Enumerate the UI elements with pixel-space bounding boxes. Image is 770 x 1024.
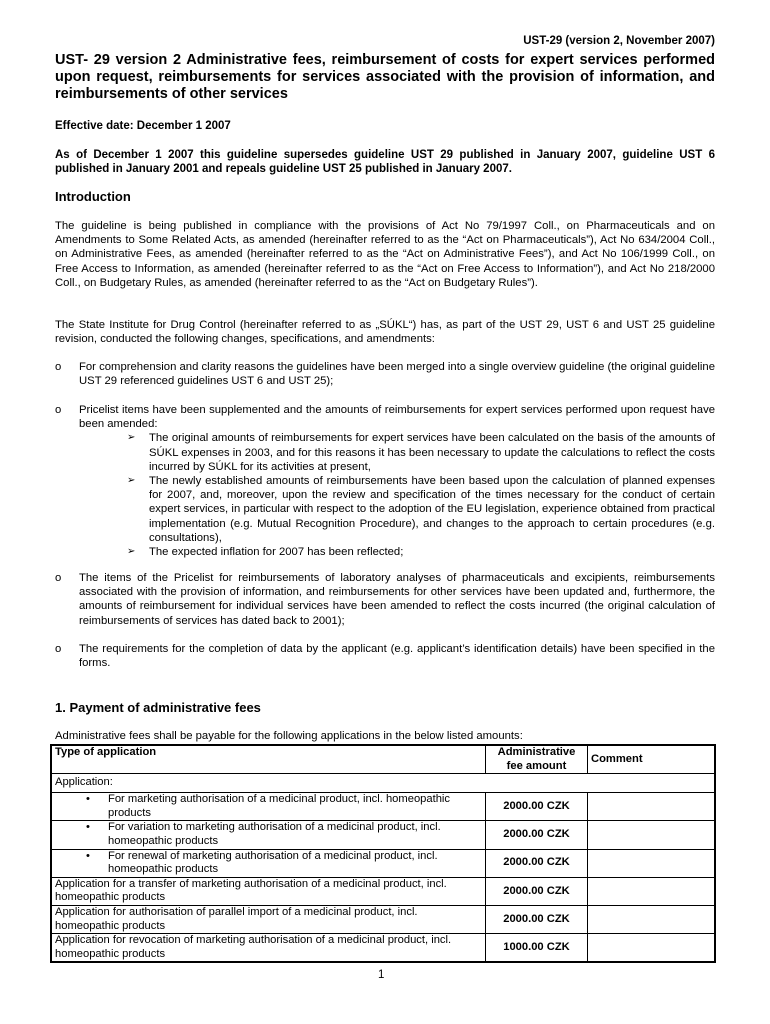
comment-cell [588, 793, 716, 821]
effective-date: Effective date: December 1 2007 [55, 120, 231, 132]
column-header-type: Type of application [51, 745, 486, 774]
bullet-marker: o [55, 361, 62, 373]
comment-cell [588, 849, 716, 877]
fee-amount-cell: 1000.00 CZK [486, 934, 588, 963]
introduction-heading: Introduction [55, 189, 131, 204]
bullet-marker: o [55, 643, 62, 655]
introduction-paragraph-1: The guideline is being published in compliance with the provisions of Act No 79/1997 Coll., on Pharmaceuticals and on Amendments to Some Related Acts, as amended (hereinafter referred to as the “Act on Pharmaceuticals”), Act No 634/2004 Coll., on Administrative Fees, as amended (hereinafter referred to as the “Act on Administrative Fees”), and Act No 106/1999 Coll., on Free Access to Information, as amended (hereinafter referred to as the “Act on Free Access to Information”), and Act No 218/2000 Coll., on Budgetary Rules, as amended (hereinafter referred to as the “Act on Budgetary Rules”). [55, 220, 715, 289]
group-label: Application: [51, 774, 715, 793]
list-item-text: For comprehension and clarity reasons the guidelines have been merged into a single overview guideline (the original guideline UST 29 referenced guidelines UST 6 and UST 25); [79, 361, 715, 388]
fee-amount-cell: 2000.00 CZK [486, 849, 588, 877]
fee-amount-cell: 2000.00 CZK [486, 821, 588, 849]
table-row [51, 793, 715, 821]
arrow-bullet-icon: ➢ [127, 475, 136, 487]
table-row [51, 905, 715, 933]
comment-cell [588, 934, 716, 963]
application-type-cell: Application for revocation of marketing authorisation of a medicinal product, incl. homeopathic products [51, 934, 486, 963]
list-item-text: The items of the Pricelist for reimbursements of laboratory analyses of pharmaceuticals and excipients, reimbursements associated with the provision of information, and reimbursements for other services have been updated and, furthermore, the amounts of reimbursement for individual services have been amended to reflect the costs incurred (the original calculation of reimbursements of services has dated back to 2001); [79, 572, 715, 627]
fee-amount-cell: 2000.00 CZK [486, 905, 588, 933]
bullet-marker: o [55, 404, 62, 416]
introduction-paragraph-2: The State Institute for Drug Control (hereinafter referred to as „SÚKL“) has, as part of the UST 29, UST 6 and UST 25 guideline revision, conducted the following changes, specifications, and amendments: [55, 319, 715, 346]
document-reference: UST-29 (version 2, November 2007) [523, 35, 715, 47]
list-item-text: The requirements for the completion of data by the applicant (e.g. applicant’s identification details) have been specified in the forms. [79, 643, 715, 670]
application-type-cell: • For variation to marketing authorisation of a medicinal product, incl. homeopathic products [51, 821, 486, 849]
comment-cell [588, 905, 716, 933]
bullet-dot-icon: • [86, 849, 90, 862]
sub-list-item [127, 431, 715, 474]
application-type-cell: Application for a transfer of marketing authorisation of a medicinal product, incl. homeopathic products [51, 877, 486, 905]
page-number: 1 [378, 969, 385, 981]
fee-amount-cell: 2000.00 CZK [486, 877, 588, 905]
sub-list-item-text: The original amounts of reimbursements for expert services have been calculated on the basis of the amounts of SÚKL expenses in 2003, and for this reasons it has been necessary to update the calculations to reflect the costs incurred by SÚKL for its activities at present, [149, 432, 715, 473]
list-item [55, 642, 715, 670]
document-title: UST- 29 version 2 Administrative fees, reimbursement of costs for expert services performed upon request, reimbursements for services associated with the provision of information, and reimbursements of other services [55, 52, 715, 102]
arrow-bullet-icon: ➢ [127, 546, 136, 558]
bullet-marker: o [55, 572, 62, 584]
list-item-text: Pricelist items have been supplemented and the amounts of reimbursements for expert services performed upon request have been amended: [79, 404, 715, 431]
administrative-fees-table [50, 744, 716, 963]
section-1-heading: 1. Payment of administrative fees [55, 700, 261, 715]
fees-table-intro: Administrative fees shall be payable for the following applications in the below listed amounts: [55, 730, 523, 742]
table-row [51, 877, 715, 905]
arrow-bullet-icon: ➢ [127, 432, 136, 444]
bullet-dot-icon: • [86, 821, 90, 834]
table-header-row [51, 745, 715, 774]
application-type-cell: • For marketing authorisation of a medicinal product, incl. homeopathic products [51, 793, 486, 821]
list-item [55, 403, 715, 559]
table-row [51, 934, 715, 963]
list-item [55, 571, 715, 628]
bullet-dot-icon: • [86, 793, 90, 806]
table-group-row [51, 774, 715, 793]
fee-amount-cell: 2000.00 CZK [486, 793, 588, 821]
application-type-cell: Application for authorisation of parallel import of a medicinal product, incl. homeopathic products [51, 905, 486, 933]
table-row [51, 821, 715, 849]
table-row [51, 849, 715, 877]
list-item [55, 360, 715, 388]
column-header-comment: Comment [588, 745, 716, 774]
sub-list-item [127, 545, 715, 559]
sub-list-item [127, 474, 715, 545]
comment-cell [588, 877, 716, 905]
application-type-cell: • For renewal of marketing authorisation of a medicinal product, incl. homeopathic products [51, 849, 486, 877]
comment-cell [588, 821, 716, 849]
column-header-amount: Administrative fee amount [486, 745, 588, 774]
sub-list-item-text: The expected inflation for 2007 has been reflected; [149, 546, 404, 559]
sub-list-item-text: The newly established amounts of reimbursements have been based upon the calculation of planned expenses for 2007, and, moreover, upon the review and specification of the times necessary for the conduct of certain expert services, in particular with respect to the adoption of the EU legislation, experience obtained from practical implementation (e.g. Mutual Recognition Procedure), and changes to the approach to certain procedures (e.g. consultations), [149, 475, 715, 544]
supersedes-notice: As of December 1 2007 this guideline supersedes guideline UST 29 published in January 2007, guideline UST 6 published in January 2001 and repeals guideline UST 25 published in January 2007. [55, 149, 715, 175]
